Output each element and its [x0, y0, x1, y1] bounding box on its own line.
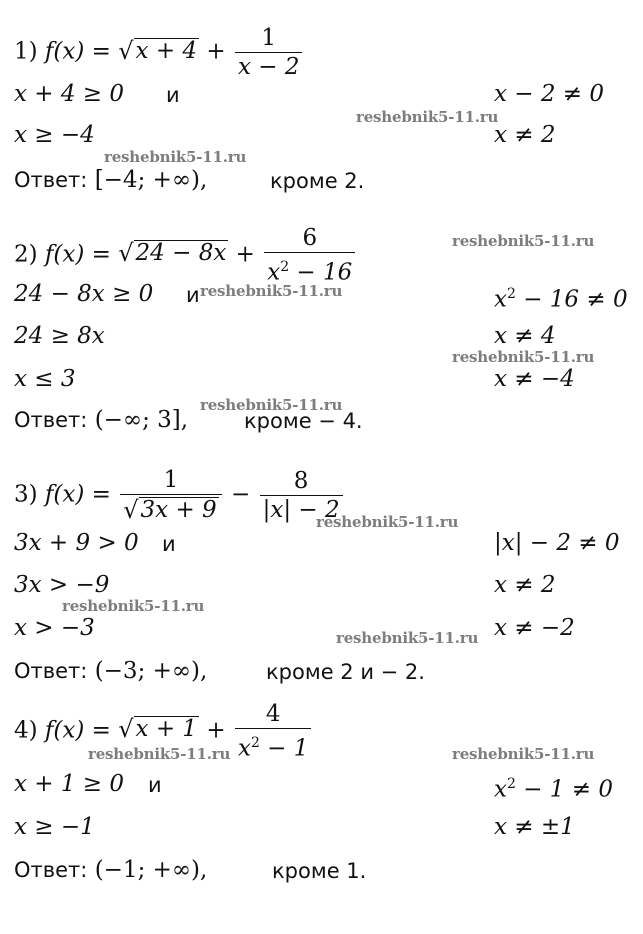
p2-r1-var: x	[494, 286, 507, 313]
p4-radicand: x + 1	[135, 716, 198, 743]
p3-and: и	[162, 532, 176, 556]
p3-fraction-1	[120, 468, 221, 523]
p2-den-exp: 2	[280, 259, 290, 275]
p3-minus: −	[231, 481, 251, 508]
p2-r1-rest: − 16 ≠ 0	[515, 286, 628, 313]
p3-radicand: 3x + 9	[140, 497, 217, 523]
p1-sqrt	[118, 38, 199, 63]
p3-function: f(x) =	[44, 481, 111, 508]
p1-radicand: x + 4	[135, 37, 198, 64]
p2-cond-right-1	[494, 280, 628, 314]
watermark: reshebnik5-11.ru	[200, 396, 343, 414]
p1-frac-denominator: x − 2	[235, 52, 303, 79]
p2-answer	[14, 406, 188, 434]
p4-except: кроме 1.	[272, 859, 367, 883]
p3-frac1-numerator: 1	[163, 467, 179, 493]
p1-cond-left-2: x ≥ −4	[14, 122, 95, 148]
p3-answer-label: Ответ:	[14, 659, 88, 683]
p4-den-var: x	[237, 735, 251, 762]
p4-den-rest: − 1	[259, 735, 309, 762]
p2-cond-left-2: 24 ≥ 8x	[14, 323, 105, 349]
p3-answer-value: (−3; +∞),	[94, 658, 208, 684]
p3-number: 3)	[14, 481, 38, 508]
p4-number: 4)	[14, 717, 38, 744]
p2-fraction	[264, 226, 355, 285]
p2-cond-left-1: 24 − 8x ≥ 0	[14, 281, 154, 307]
p4-cond-right-1	[494, 770, 613, 804]
p4-plus: +	[206, 717, 226, 744]
p3-frac1-denominator	[120, 494, 221, 523]
p3-answer	[14, 657, 207, 685]
p4-cond-left-2: x ≥ −1	[14, 814, 95, 840]
p1-function: f(x) =	[44, 38, 111, 65]
watermark: reshebnik5-11.ru	[452, 745, 595, 763]
p3-cond-left-1: 3x + 9 > 0	[14, 530, 139, 556]
p3-except: кроме 2 и − 2.	[266, 660, 425, 684]
watermark: reshebnik5-11.ru	[88, 745, 231, 763]
watermark: reshebnik5-11.ru	[104, 148, 247, 166]
p2-cond-left-3: x ≤ 3	[14, 366, 76, 392]
p2-answer-label: Ответ:	[14, 408, 88, 432]
watermark: reshebnik5-11.ru	[336, 629, 479, 647]
p1-number: 1)	[14, 38, 38, 65]
p4-function: f(x) =	[44, 717, 111, 744]
p4-sqrt	[118, 715, 199, 744]
p2-plus: +	[235, 241, 255, 268]
p2-and: и	[186, 283, 200, 307]
p3-formula	[14, 468, 345, 523]
p4-r1-exp: 2	[506, 776, 516, 792]
watermark: reshebnik5-11.ru	[452, 348, 595, 366]
p3-cond-right-2: x ≠ 2	[494, 572, 556, 598]
p4-fraction	[235, 702, 311, 761]
watermark: reshebnik5-11.ru	[452, 232, 595, 250]
p3-cond-left-2: 3x > −9	[14, 572, 110, 598]
p3-cond-left-3: x > −3	[14, 615, 95, 641]
p4-answer	[14, 856, 207, 884]
p2-r1-exp: 2	[506, 286, 516, 302]
p4-frac-numerator: 4	[265, 701, 281, 727]
p1-plus: +	[206, 38, 226, 65]
p4-den-exp: 2	[250, 735, 260, 751]
p3-sqrt	[123, 497, 218, 522]
p1-cond-left-1: x + 4 ≥ 0	[14, 81, 125, 107]
p4-cond-right-2: x ≠ ±1	[494, 814, 575, 840]
p2-formula	[14, 226, 357, 285]
sqrt-sign-icon: √	[118, 36, 134, 65]
p3-cond-right-3: x ≠ −2	[494, 615, 575, 641]
p3-frac2-denominator: |x| − 2	[260, 495, 343, 522]
p1-except: кроме 2.	[270, 169, 365, 193]
p2-sqrt	[118, 239, 228, 268]
p1-formula	[14, 26, 304, 79]
sqrt-sign-icon: √	[123, 496, 139, 524]
p4-answer-label: Ответ:	[14, 858, 88, 882]
p4-r1-var: x	[494, 776, 507, 803]
p4-answer-value: (−1; +∞),	[94, 857, 208, 883]
watermark: reshebnik5-11.ru	[316, 513, 459, 531]
p2-number: 2)	[14, 241, 38, 268]
p1-answer	[14, 166, 207, 194]
p1-and: и	[166, 83, 180, 107]
watermark: reshebnik5-11.ru	[356, 108, 499, 126]
p1-fraction	[235, 26, 303, 79]
p1-frac-numerator: 1	[261, 25, 277, 51]
watermark: reshebnik5-11.ru	[200, 282, 343, 300]
sqrt-sign-icon: √	[118, 239, 134, 268]
p2-den-rest: − 16	[289, 259, 353, 286]
p1-answer-value: [−4; +∞),	[94, 167, 208, 193]
p2-radicand: 24 − 8x	[135, 240, 227, 267]
p3-cond-right-1: |x| − 2 ≠ 0	[494, 530, 620, 556]
p4-cond-left-1: x + 1 ≥ 0	[14, 771, 125, 797]
p2-frac-numerator: 6	[302, 225, 318, 251]
p2-cond-right-3: x ≠ −4	[494, 366, 575, 392]
p2-answer-value: (−∞; 3],	[94, 407, 189, 433]
p4-and: и	[148, 773, 162, 797]
p2-den-var: x	[267, 259, 281, 286]
sqrt-sign-icon: √	[118, 715, 134, 744]
p2-cond-right-2: x ≠ 4	[494, 323, 556, 349]
p4-frac-denominator	[235, 728, 311, 761]
watermark: reshebnik5-11.ru	[62, 597, 205, 615]
p1-cond-right-1: x − 2 ≠ 0	[494, 81, 605, 107]
p3-frac2-numerator: 8	[293, 468, 309, 494]
p2-frac-denominator	[264, 252, 355, 285]
p1-answer-label: Ответ:	[14, 168, 88, 192]
p1-cond-right-2: x ≠ 2	[494, 122, 556, 148]
p2-except: кроме − 4.	[244, 409, 363, 433]
p2-function: f(x) =	[44, 241, 111, 268]
p4-r1-rest: − 1 ≠ 0	[515, 776, 613, 803]
